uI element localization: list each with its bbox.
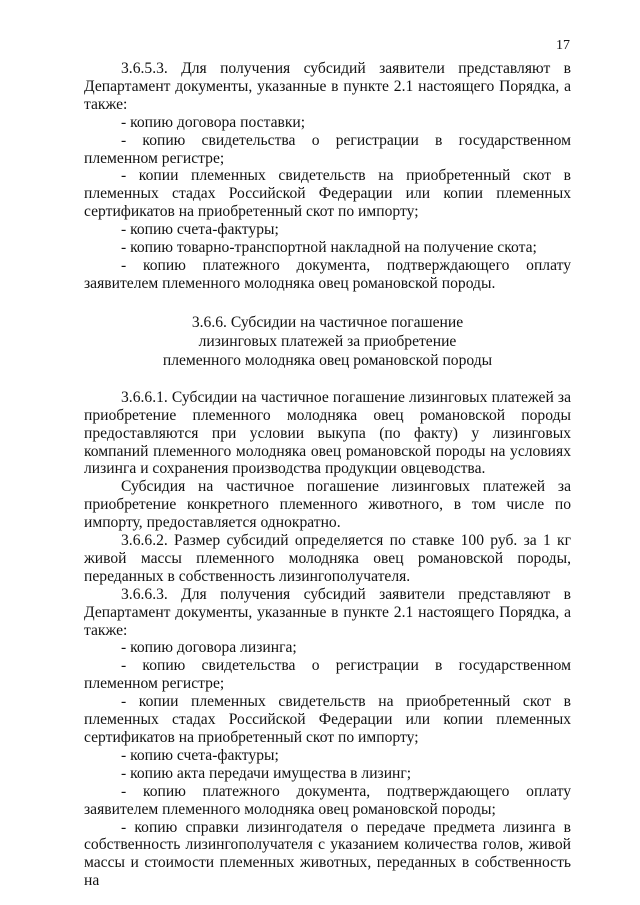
page-number: 17 bbox=[556, 38, 570, 53]
list-item: - копию свидетельства о регистрации в государственном племенном регистре; bbox=[84, 131, 571, 167]
list-item: - копию свидетельства о регистрации в государственном племенном регистре; bbox=[84, 657, 571, 693]
paragraph-3-6-6-2: 3.6.6.2. Размер субсидий определяется по ставке 100 руб. за 1 кг живой массы племенного молодняка овец романовской породы, переданных в собственность лизингополучателя. bbox=[84, 532, 571, 585]
list-item: - копию платежного документа, подтверждающего оплату заявителем племенного молодняка овец романовской породы; bbox=[84, 782, 571, 818]
paragraph-3-6-6-3: 3.6.6.3. Для получения субсидий заявители представляют в Департамент документы, указанные в пункте 2.1 настоящего Порядка, а также: bbox=[84, 585, 571, 639]
section-heading-3-6-6 bbox=[84, 313, 571, 370]
list-item: - копию товарно-транспортной накладной на получение скота; bbox=[121, 239, 537, 257]
list-item: - копию счета-фактуры; bbox=[121, 746, 279, 764]
list-item: - копию справки лизингодателя о передаче предмета лизинга в собственность лизингополучателя с указанием количества голов, живой массы и стоимости племенных животных, переданных в собственность на bbox=[84, 818, 571, 890]
list-item: - копию договора поставки; bbox=[121, 113, 306, 131]
list-item: - копию платежного документа, подтверждающего оплату заявителем племенного молодняка овец романовской породы. bbox=[84, 256, 571, 292]
list-item: - копии племенных свидетельств на приобретенный скот в племенных стадах Российской Федерации или копии племенных сертификатов на приобретенный скот по импорту; bbox=[84, 167, 571, 221]
list-item: - копию акта передачи имущества в лизинг; bbox=[121, 764, 412, 782]
list-item: - копию счета-фактуры; bbox=[121, 221, 279, 239]
list-item: - копию договора лизинга; bbox=[121, 639, 297, 657]
heading-line: лизинговых платежей за приобретение bbox=[198, 332, 457, 350]
list-item: - копии племенных свидетельств на приобретенный скот в племенных стадах Российской Федерации или копии племенных сертификатов на приобретенный скот по импорту; bbox=[84, 693, 571, 746]
paragraph-3-6-6-1: 3.6.6.1. Субсидии на частичное погашение лизинговых платежей за приобретение племенного молодняка овец романовской породы предоставляются при условии выкупа (по факту) у лизинговых компаний племенного молодняка овец романовской породы на условиях лизинга и сохранения производства продукции овцеводства. bbox=[84, 388, 571, 478]
paragraph-3-6-5-3: 3.6.5.3. Для получения субсидий заявители представляют в Департамент документы, указанные в пункте 2.1 настоящего Порядка, а также: bbox=[84, 60, 571, 113]
paragraph-subsidy-once: Субсидия на частичное погашение лизинговых платежей за приобретение конкретного племенного животного, в том числе по импорту, предоставляется однократно. bbox=[84, 478, 571, 532]
heading-line: 3.6.6. Субсидии на частичное погашение bbox=[191, 313, 464, 331]
document-body bbox=[84, 60, 571, 890]
heading-line: племенного молодняка овец романовской породы bbox=[162, 351, 493, 369]
